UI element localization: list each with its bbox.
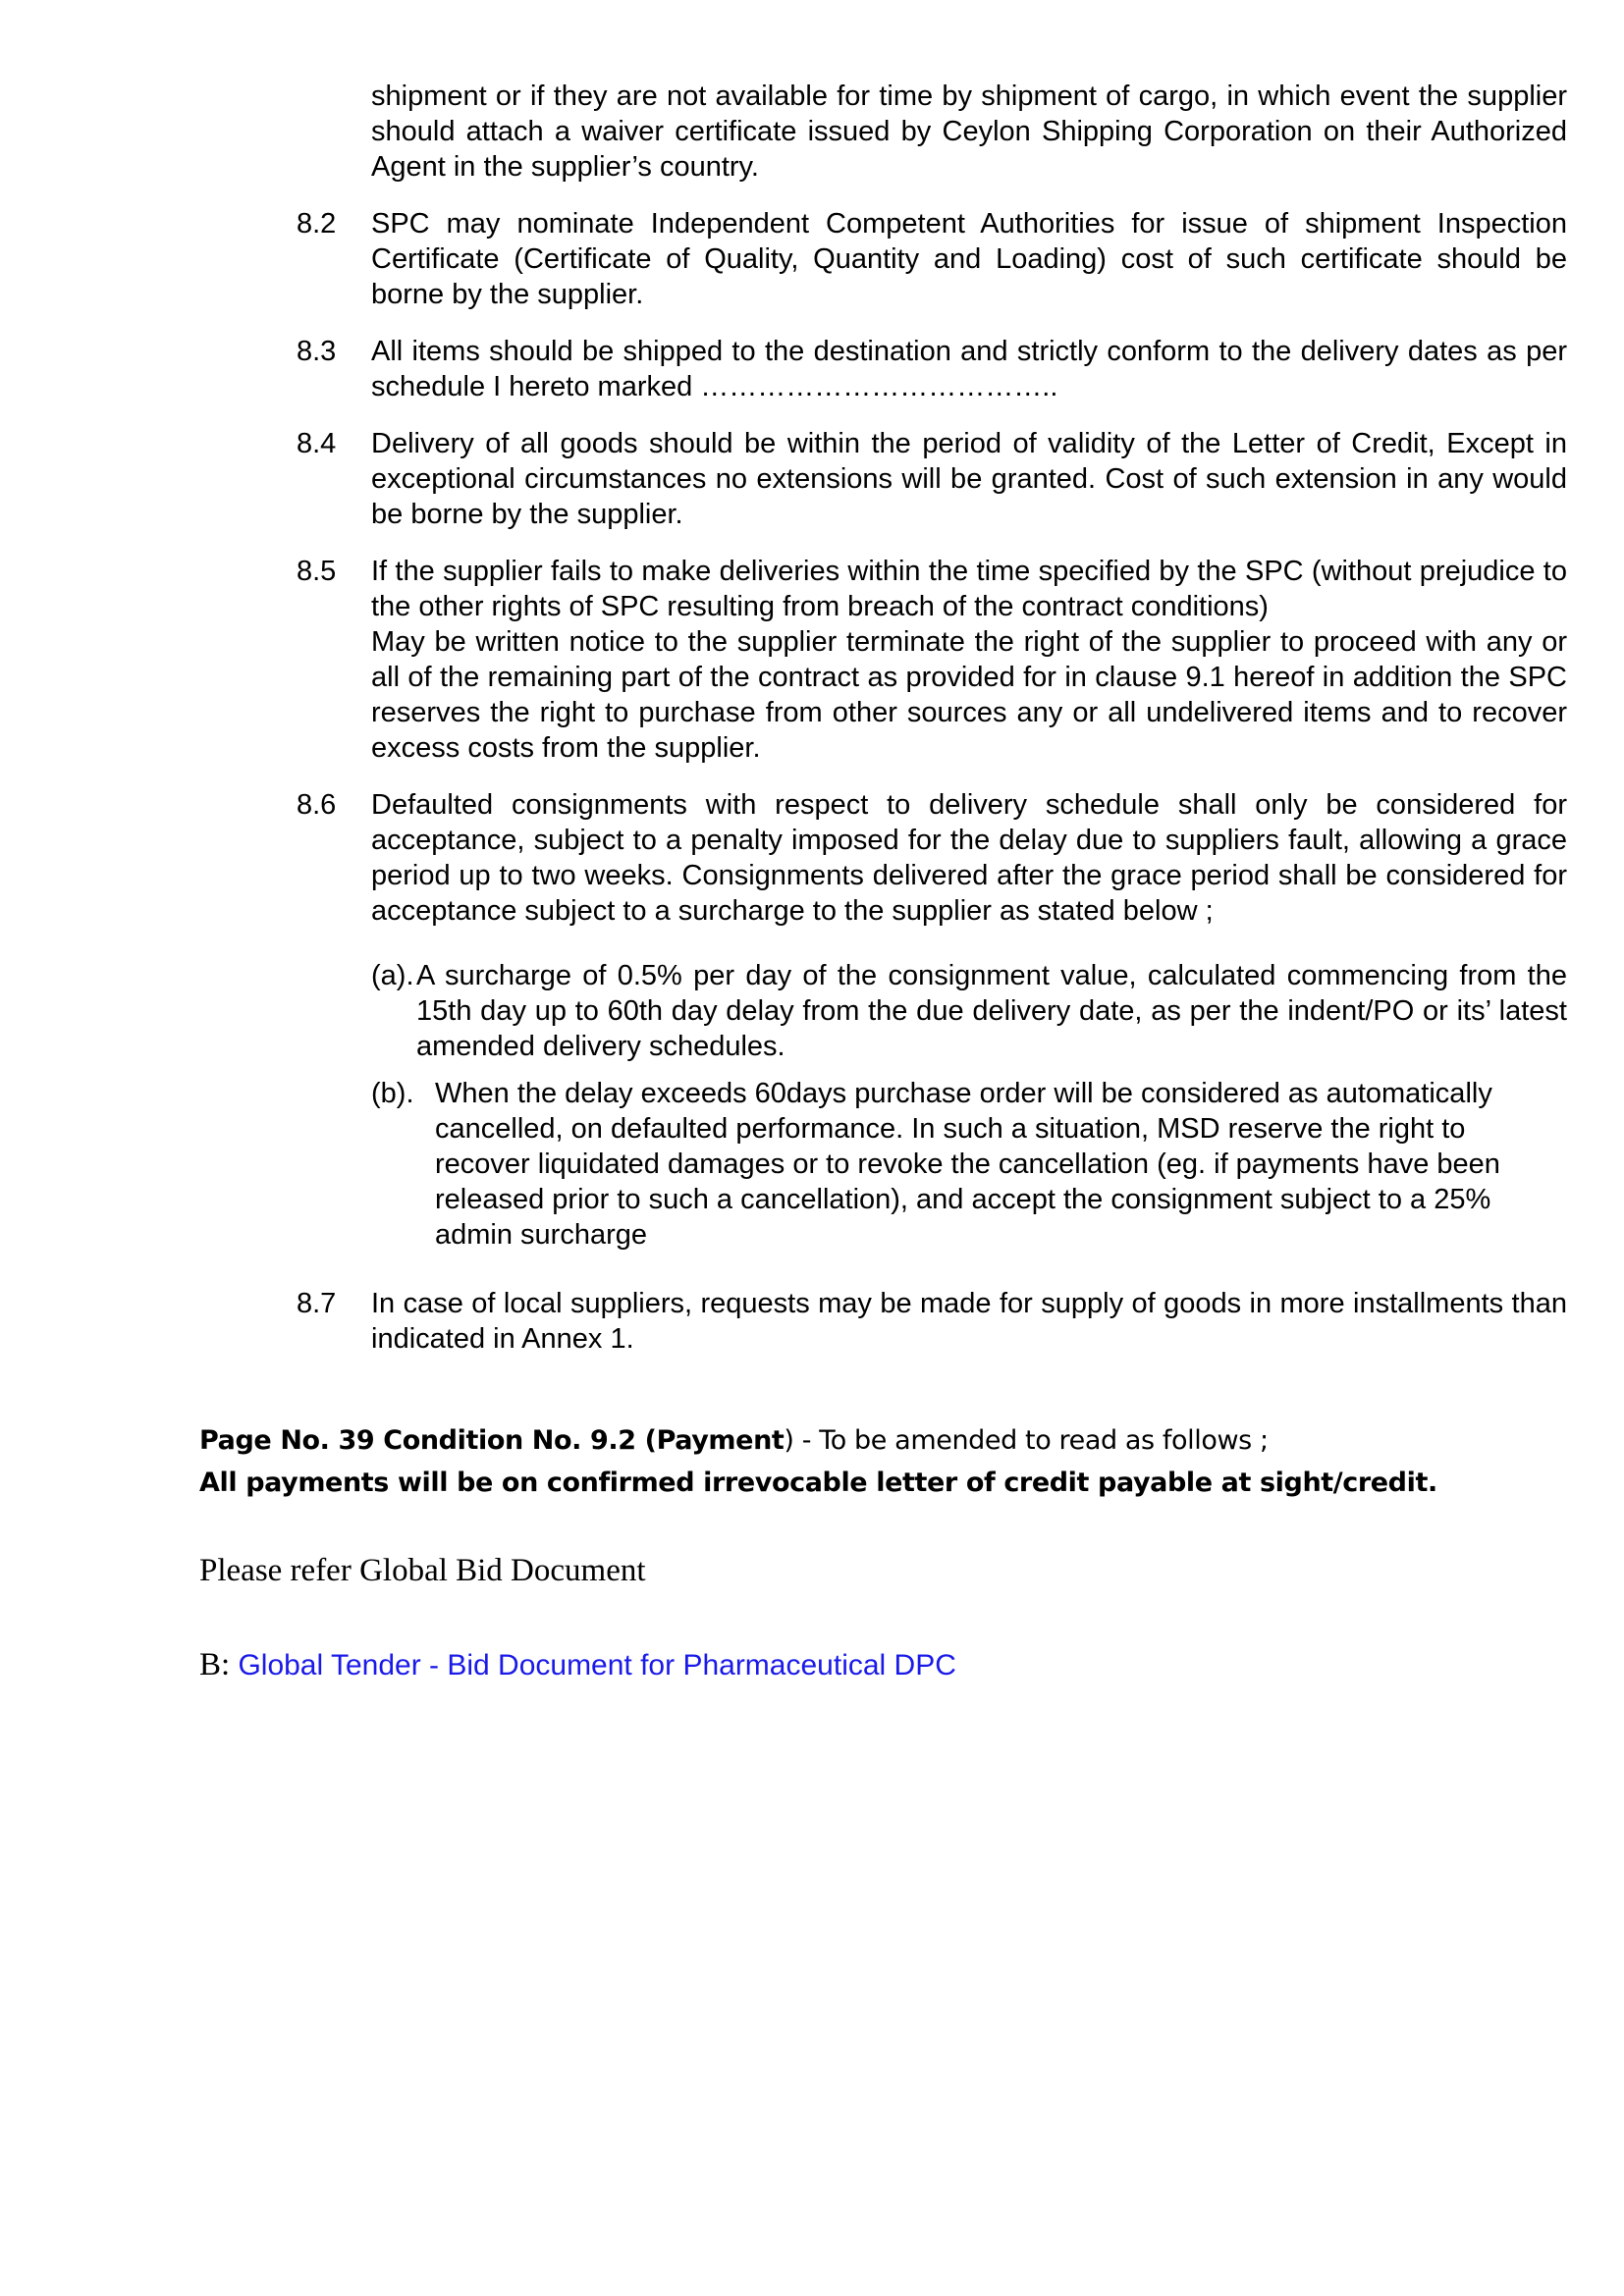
attachment-line (199, 1645, 1567, 1685)
clause-text: All items should be shipped to the destination and strictly conform to the delivery dates as per schedule I hereto marked ……………………………….. (371, 336, 1567, 402)
amendment-heading (199, 1419, 1567, 1462)
refer-note: Please refer Global Bid Document (199, 1553, 646, 1588)
clause-8-6 (297, 787, 1567, 1253)
amendment-text: All payments will be on confirmed irrevocable letter of credit payable at sight/credit. (199, 1468, 1437, 1498)
clause-8-3 (297, 334, 1567, 404)
amendment-heading-bold: Page No. 39 Condition No. 9.2 (Payment (199, 1425, 785, 1456)
clause-8-7 (297, 1286, 1567, 1357)
clause-number: 8.7 (297, 1288, 337, 1319)
subitem-text: When the delay exceeds 60days purchase order will be considered as automatically cancelled, on defaulted performance. In such a situation, MSD reserve the right to recover liquidated damages or to revoke the cancellation (eg. if payments have been released prior to such a cancellation), and accept the consignment subject to a 25% admin surcharge (435, 1078, 1500, 1251)
clause-number: 8.6 (297, 789, 337, 821)
bid-document-link[interactable]: Global Tender - Bid Document for Pharmaceutical DPC (238, 1649, 956, 1682)
subitem-b (371, 1076, 1567, 1253)
subitem-label: (a). (371, 960, 414, 991)
clause-text: If the supplier fails to make deliveries within the time specified by the SPC (without prejudice to the other rights of SPC resulting from breach of the contract conditions) (371, 556, 1567, 622)
clause-text: Defaulted consignments with respect to delivery schedule shall only be considered for acceptance, subject to a penalty imposed for the delay due to suppliers fault, allowing a grace period up to two weeks. Consignments delivered after the grace period shall be considered for acceptance subject to a surcharge to the supplier as stated below ; (371, 789, 1567, 927)
clause-number: 8.2 (297, 208, 337, 240)
subitem-text: A surcharge of 0.5% per day of the consignment value, calculated commencing from the 15th day up to 60th day delay from the due delivery date, as per the indent/PO or its’ latest amended delivery schedules. (416, 960, 1567, 1062)
clause-8-2 (297, 206, 1567, 312)
intro-paragraph: shipment or if they are not available for time by shipment of cargo, in which event the supplier should attach a waiver certificate issued by Ceylon Shipping Corporation on their Authorized Agent in the supplier’s country. (371, 80, 1567, 183)
subitem-a (371, 958, 1567, 1064)
clause-8-5 (297, 554, 1567, 766)
amendment-section (199, 1419, 1567, 1504)
clause-8-4 (297, 426, 1567, 532)
clause-text: May be written notice to the supplier terminate the right of the supplier to proceed with any or all of the remaining part of the contract as provided for in clause 9.1 hereof in addition the SPC reserves the right to purchase from other sources any or all undelivered items and to recover excess costs from the supplier. (371, 626, 1567, 764)
clause-text: In case of local suppliers, requests may be made for supply of goods in more installments than indicated in Annex 1. (371, 1288, 1567, 1355)
amendment-heading-rest: ) - To be amended to read as follows ; (784, 1425, 1269, 1456)
clause-number: 8.4 (297, 428, 337, 459)
attachment-prefix: B: (199, 1647, 231, 1682)
subitem-label: (b). (371, 1078, 414, 1109)
clause-text: SPC may nominate Independent Competent Authorities for issue of shipment Inspection Certificate (Certificate of Quality, Quantity and Loading) cost of such certificate should be borne by the supplier. (371, 208, 1567, 310)
clause-text: Delivery of all goods should be within the period of validity of the Letter of Credit, Except in exceptional circumstances no extensions will be granted. Cost of such extension in any would be borne by the supplier. (371, 428, 1567, 530)
clause-number: 8.5 (297, 556, 337, 587)
clause-number: 8.3 (297, 336, 337, 367)
